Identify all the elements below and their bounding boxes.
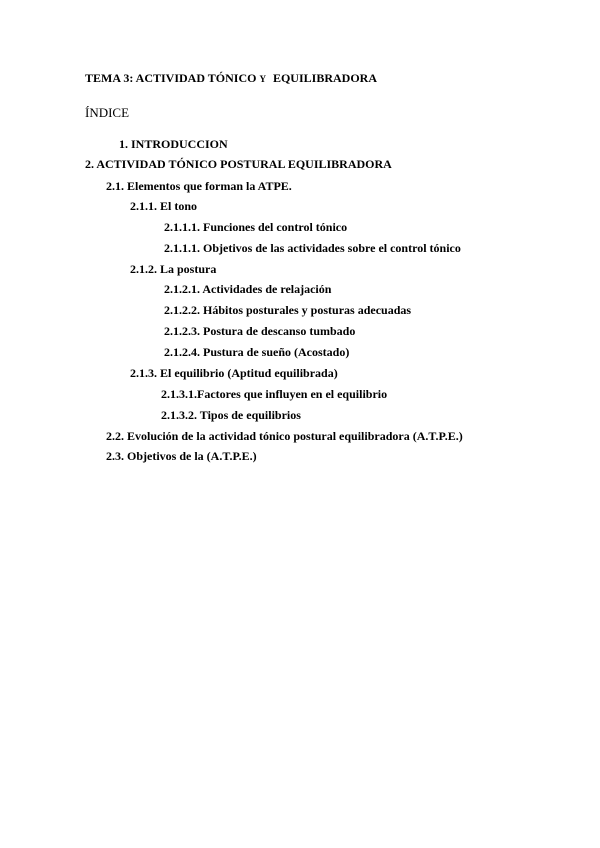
toc-entry: 2.1.1.1. Funciones del control tónico: [164, 220, 348, 234]
toc-entry: 2.1. Elementos que forman la ATPE.: [106, 179, 292, 193]
toc-entry: 2.1.3. El equilibrio (Aptitud equilibrada): [130, 366, 338, 380]
toc-entry: 2.2. Evolución de la actividad tónico postural equilibradora (A.T.P.E.): [106, 429, 463, 443]
title-prefix: TEMA 3: ACTIVIDAD TÓNICO: [85, 71, 257, 85]
toc-entry: 2.1.2.3. Postura de descanso tumbado: [164, 324, 356, 338]
toc-entry: 2.1.2. La postura: [130, 262, 217, 276]
title-suffix: EQUILIBRADORA: [272, 71, 377, 85]
toc-entry: 2.1.2.2. Hábitos posturales y posturas adecuadas: [164, 303, 412, 317]
toc-entry: 2. ACTIVIDAD TÓNICO POSTURAL EQUILIBRADORA: [85, 157, 392, 171]
toc-entry: 2.1.2.1. Actividades de relajación: [164, 282, 332, 296]
index-heading: ÍNDICE: [85, 105, 130, 120]
toc-entry: 2.1.3.1.Factores que influyen en el equilibrio: [161, 387, 388, 401]
toc-entry: 1. INTRODUCCION: [119, 137, 228, 151]
title-connector: Y: [259, 74, 266, 84]
document-title: [85, 71, 377, 86]
toc-entry: 2.1.1.1. Objetivos de las actividades sobre el control tónico: [164, 241, 461, 255]
toc-entry: 2.1.3.2. Tipos de equilibrios: [161, 408, 301, 422]
toc-entry: 2.3. Objetivos de la (A.T.P.E.): [106, 449, 257, 463]
toc-entry: 2.1.2.4. Pustura de sueño (Acostado): [164, 345, 350, 359]
toc-entry: 2.1.1. El tono: [130, 199, 198, 213]
